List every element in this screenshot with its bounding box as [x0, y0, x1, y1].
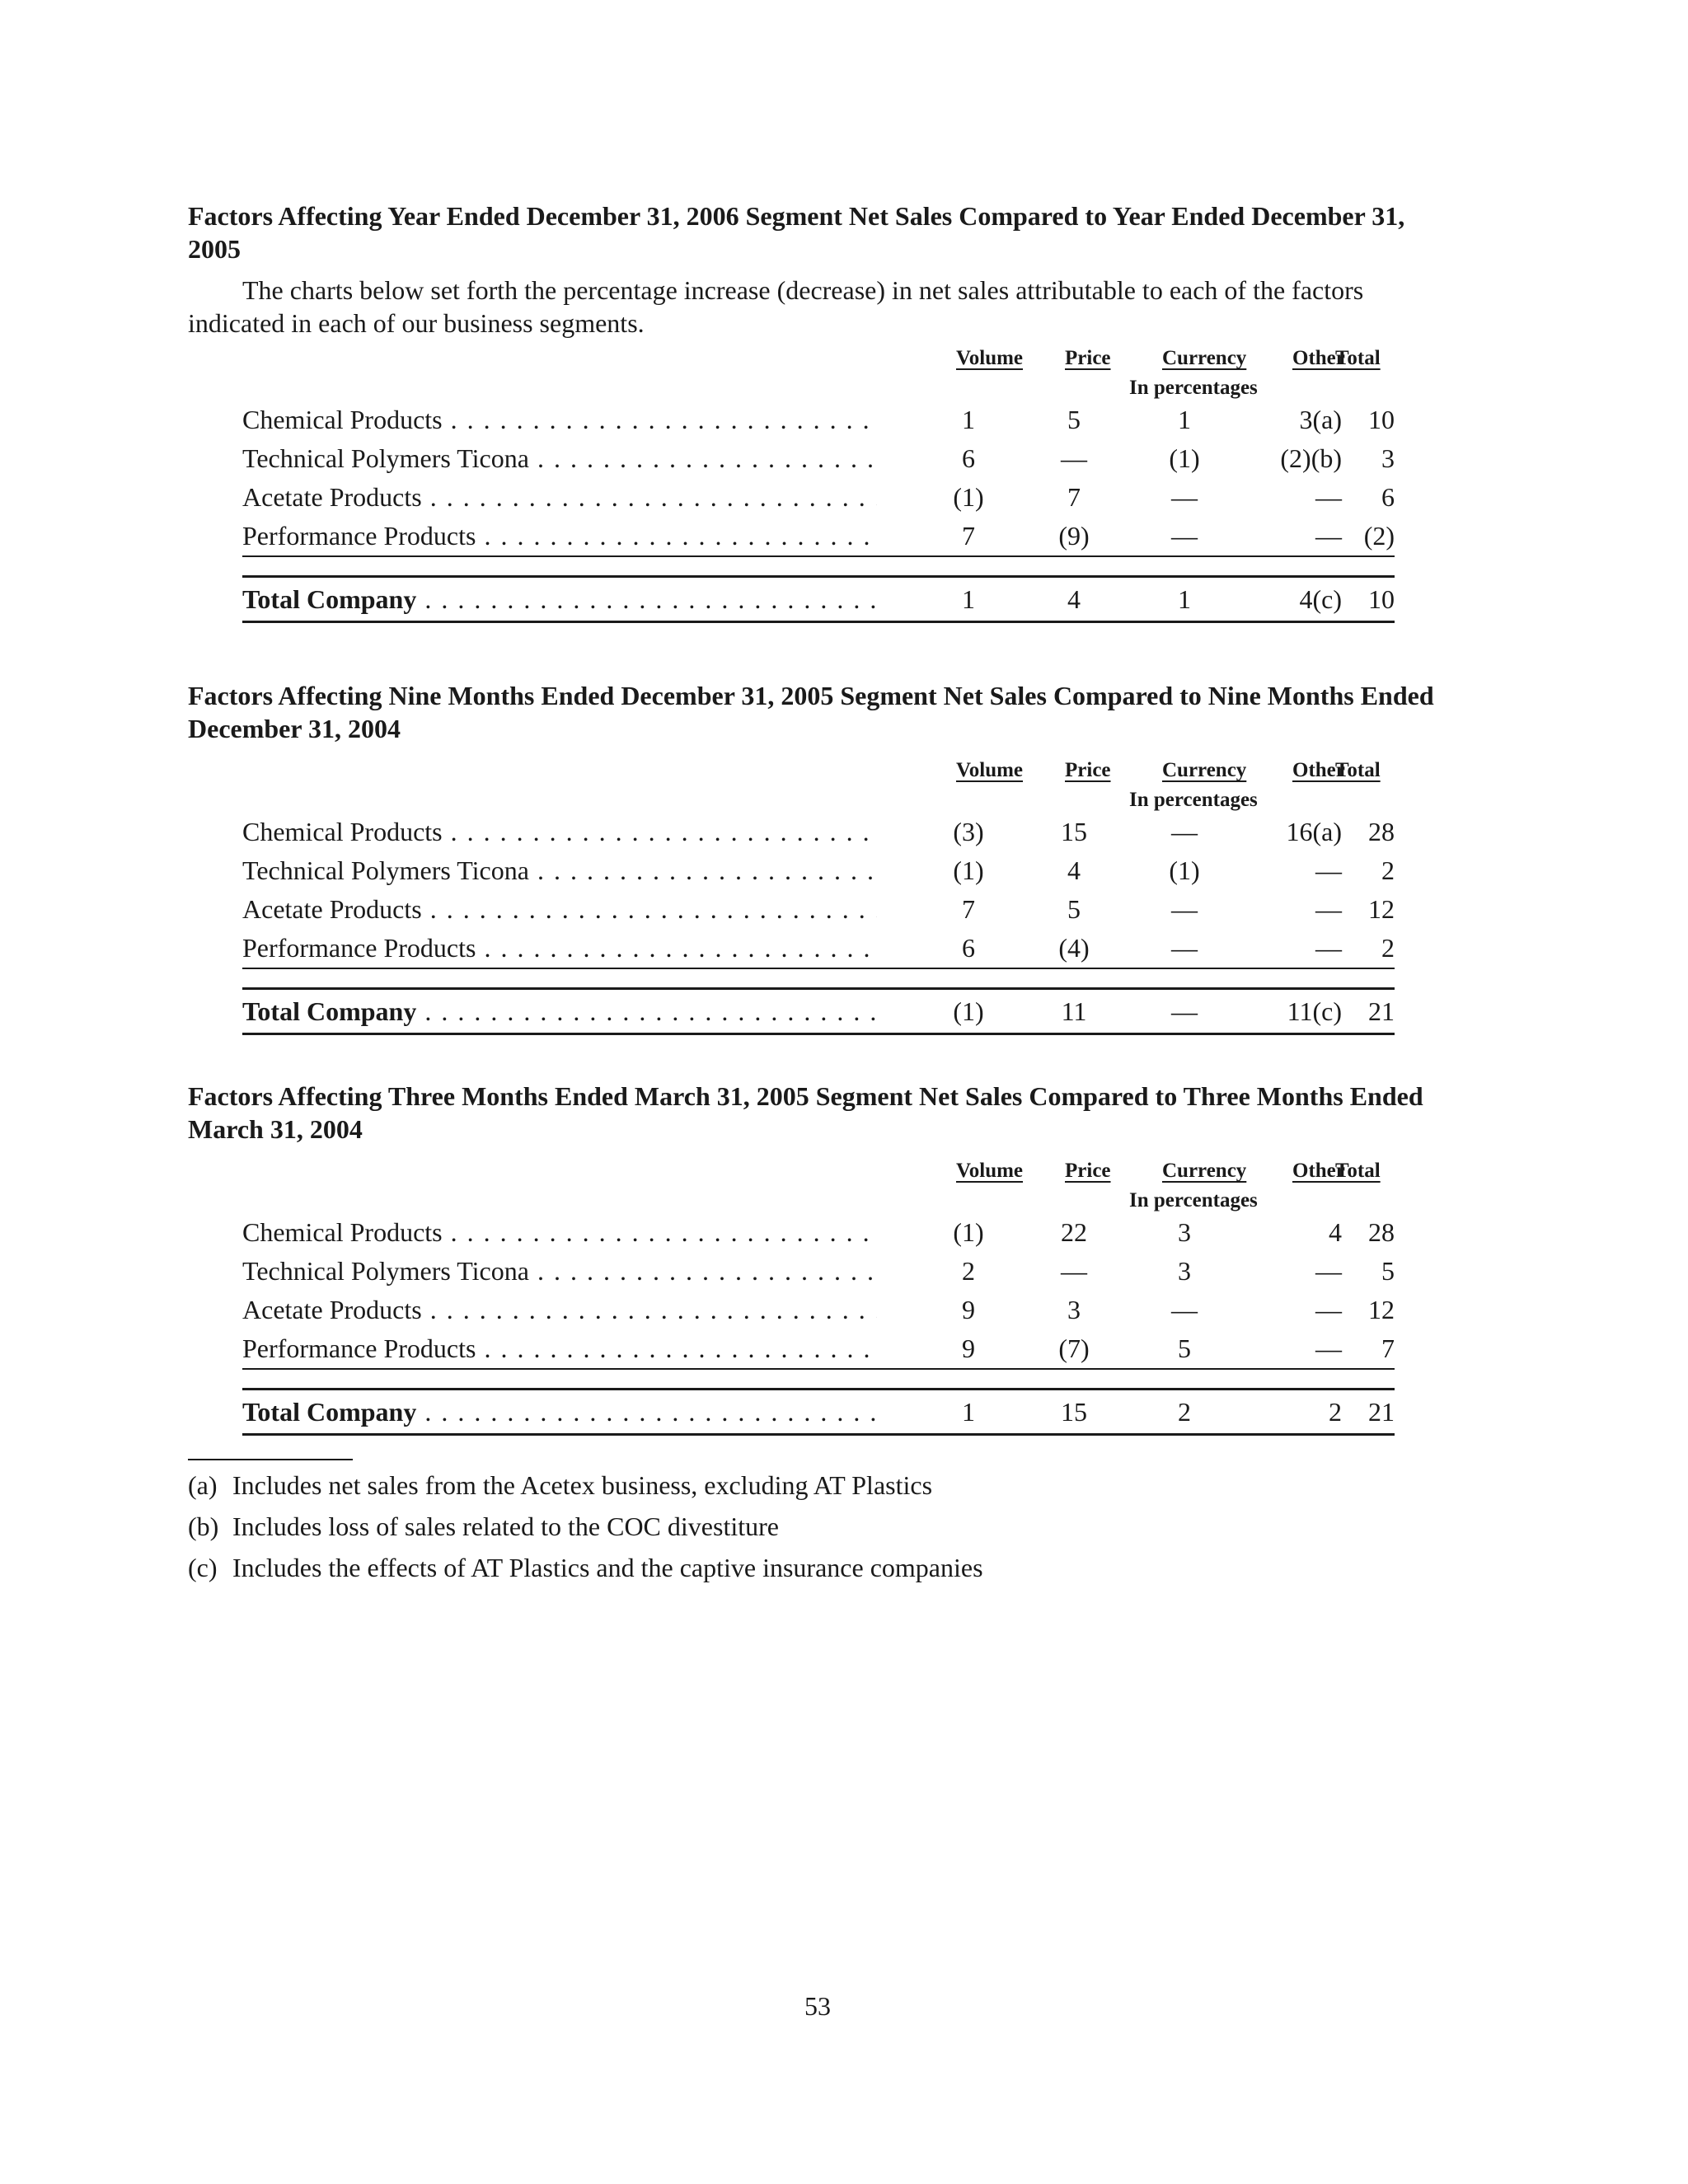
table-row: [242, 439, 1395, 478]
cell-total: 21: [1368, 1397, 1395, 1427]
cell-total: 12: [1368, 1295, 1395, 1324]
cell-price: (4): [1058, 933, 1090, 963]
cell-other: —: [1315, 1295, 1342, 1324]
section-heading: Factors Affecting Nine Months Ended December 31, 2005 Segment Net Sales Compared to Nine Months Ended December 31, 2004: [188, 681, 1434, 743]
total-row: [242, 987, 1395, 1035]
total-row: [242, 575, 1395, 623]
factors-table: [242, 752, 1395, 1035]
table-row: [242, 929, 1395, 969]
table-row: [242, 851, 1395, 890]
cell-currency: (1): [1169, 443, 1200, 473]
cell-total: 28: [1368, 1217, 1395, 1247]
cell-total: 7: [1381, 1333, 1395, 1363]
table-row: [242, 1213, 1395, 1252]
table-row: [242, 1252, 1395, 1291]
table-row: [242, 890, 1395, 929]
col-total: Total: [1335, 1160, 1381, 1182]
cell-currency: —: [1171, 482, 1198, 512]
section-heading: Factors Affecting Year Ended December 31, 2006 Segment Net Sales Compared to Year Ended December 31, 2005: [188, 201, 1405, 264]
cell-total: (2): [1363, 521, 1395, 551]
intro-paragraph: The charts below set forth the percentage increase (decrease) in net sales attributable to each of the factors indicated in each of our business segments.: [188, 275, 1364, 338]
col-volume: Volume: [956, 759, 1024, 781]
col-volume: Volume: [956, 347, 1024, 369]
col-price: Price: [1065, 1160, 1111, 1182]
cell-currency: —: [1171, 521, 1198, 551]
cell-volume: 7: [962, 521, 975, 551]
cell-total: 10: [1368, 584, 1395, 614]
cell-volume: 9: [962, 1295, 975, 1324]
section-three-months-2005: [188, 1080, 1457, 1584]
cell-other: (2)(b): [1280, 443, 1342, 473]
cell-price: 7: [1067, 482, 1081, 512]
cell-total: 12: [1368, 894, 1395, 924]
cell-currency: —: [1171, 933, 1198, 963]
cell-other: 4: [1329, 1217, 1342, 1247]
footnote-mark: (a): [188, 1470, 218, 1500]
table-row: [242, 1329, 1395, 1370]
cell-currency: 2: [1178, 1397, 1191, 1427]
cell-currency: 3: [1178, 1217, 1191, 1247]
col-total: Total: [1335, 759, 1381, 781]
cell-other: —: [1315, 521, 1342, 551]
cell-other: —: [1315, 894, 1342, 924]
row-label: Technical Polymers Ticona . . .: [242, 439, 877, 478]
cell-volume: (1): [953, 996, 984, 1026]
cell-currency: 5: [1178, 1333, 1191, 1363]
cell-volume: (3): [953, 817, 984, 846]
table-row: [242, 478, 1395, 517]
cell-currency: 1: [1178, 584, 1191, 614]
row-label: Chemical Products . . .: [242, 813, 877, 851]
cell-volume: (1): [953, 482, 984, 512]
section-nine-months-2005: [188, 679, 1457, 1035]
col-price: Price: [1065, 759, 1111, 781]
footnote: [188, 1469, 1457, 1502]
cell-volume: 1: [962, 584, 975, 614]
cell-price: 15: [1061, 817, 1087, 846]
cell-currency: —: [1171, 817, 1198, 846]
cell-currency: 3: [1178, 1256, 1191, 1286]
cell-price: 22: [1061, 1217, 1087, 1247]
row-label: Acetate Products . . .: [242, 1291, 877, 1329]
footnote-text: Includes the effects of AT Plastics and the captive insurance companies: [232, 1553, 983, 1582]
footnote-text: Includes net sales from the Acetex business, excluding AT Plastics: [232, 1470, 933, 1500]
cell-currency: 1: [1178, 405, 1191, 434]
row-label: Chemical Products . . .: [242, 401, 877, 439]
row-label: Performance Products . . .: [242, 517, 877, 555]
col-other: Other: [1292, 759, 1345, 781]
table-header: [242, 340, 1395, 401]
footnote-mark: (b): [188, 1511, 219, 1541]
cell-total: 5: [1381, 1256, 1395, 1286]
cell-total: 3: [1381, 443, 1395, 473]
row-label: Performance Products . . .: [242, 929, 877, 968]
col-price: Price: [1065, 347, 1111, 369]
table-row: [242, 1291, 1395, 1329]
unit-label: In percentages: [1129, 789, 1258, 811]
footnote: [188, 1551, 1457, 1584]
cell-price: 4: [1067, 855, 1081, 885]
table-header: [242, 1152, 1395, 1213]
cell-volume: 1: [962, 1397, 975, 1427]
cell-price: —: [1061, 1256, 1087, 1286]
row-label: Acetate Products . . .: [242, 478, 877, 517]
factors-table: [242, 1152, 1395, 1436]
cell-price: (7): [1058, 1333, 1090, 1363]
footnote-divider: [188, 1459, 353, 1460]
table-row: [242, 813, 1395, 851]
factors-table: [242, 340, 1395, 623]
unit-label: In percentages: [1129, 377, 1258, 399]
cell-volume: 7: [962, 894, 975, 924]
table-header: [242, 752, 1395, 813]
col-currency: Currency: [1162, 759, 1247, 781]
footnote: [188, 1510, 1457, 1543]
cell-currency: —: [1171, 894, 1198, 924]
cell-total: 10: [1368, 405, 1395, 434]
cell-other: —: [1315, 482, 1342, 512]
section-year-2006: [188, 199, 1457, 623]
cell-price: 15: [1061, 1397, 1087, 1427]
cell-total: 21: [1368, 996, 1395, 1026]
cell-price: 3: [1067, 1295, 1081, 1324]
footnotes: [188, 1469, 1457, 1584]
table-row: [242, 401, 1395, 439]
row-label: Performance Products . . .: [242, 1329, 877, 1368]
cell-other: —: [1315, 933, 1342, 963]
cell-price: (9): [1058, 521, 1090, 551]
col-volume: Volume: [956, 1160, 1024, 1182]
footnote-mark: (c): [188, 1553, 218, 1582]
table-row: [242, 517, 1395, 557]
unit-label: In percentages: [1129, 1189, 1258, 1212]
cell-other: —: [1315, 1256, 1342, 1286]
cell-other: —: [1315, 855, 1342, 885]
col-currency: Currency: [1162, 347, 1247, 369]
row-label: Technical Polymers Ticona . . .: [242, 1252, 877, 1291]
col-other: Other: [1292, 1160, 1345, 1182]
cell-volume: 9: [962, 1333, 975, 1363]
cell-other: 16(a): [1286, 817, 1342, 846]
row-label: Chemical Products . . .: [242, 1213, 877, 1252]
cell-volume: 6: [962, 443, 975, 473]
col-total: Total: [1335, 347, 1381, 369]
col-currency: Currency: [1162, 1160, 1247, 1182]
cell-currency: —: [1171, 1295, 1198, 1324]
total-row: [242, 1388, 1395, 1436]
section-heading: Factors Affecting Three Months Ended March 31, 2005 Segment Net Sales Compared to Three Months Ended March 31, 2004: [188, 1081, 1423, 1144]
row-label: Total Company . . .: [242, 1390, 877, 1433]
cell-total: 2: [1381, 855, 1395, 885]
cell-volume: 2: [962, 1256, 975, 1286]
col-other: Other: [1292, 347, 1345, 369]
cell-volume: (1): [953, 855, 984, 885]
cell-volume: (1): [953, 1217, 984, 1247]
row-label: Acetate Products . . .: [242, 890, 877, 929]
cell-currency: —: [1171, 996, 1198, 1026]
page-number: 53: [804, 1991, 831, 2021]
cell-other: 2: [1329, 1397, 1342, 1427]
cell-volume: 6: [962, 933, 975, 963]
cell-price: 5: [1067, 894, 1081, 924]
cell-other: —: [1315, 1333, 1342, 1363]
cell-other: 3(a): [1299, 405, 1342, 434]
cell-total: 6: [1381, 482, 1395, 512]
row-label: Total Company . . .: [242, 990, 877, 1033]
cell-total: 28: [1368, 817, 1395, 846]
cell-price: —: [1061, 443, 1087, 473]
cell-price: 5: [1067, 405, 1081, 434]
cell-volume: 1: [962, 405, 975, 434]
row-label: Technical Polymers Ticona . . .: [242, 851, 877, 890]
cell-price: 4: [1067, 584, 1081, 614]
cell-price: 11: [1061, 996, 1087, 1026]
cell-other: 4(c): [1299, 584, 1342, 614]
row-label: Total Company . . .: [242, 578, 877, 621]
cell-total: 2: [1381, 933, 1395, 963]
cell-currency: (1): [1169, 855, 1200, 885]
footnote-text: Includes loss of sales related to the COC divestiture: [232, 1511, 779, 1541]
cell-other: 11(c): [1287, 996, 1342, 1026]
